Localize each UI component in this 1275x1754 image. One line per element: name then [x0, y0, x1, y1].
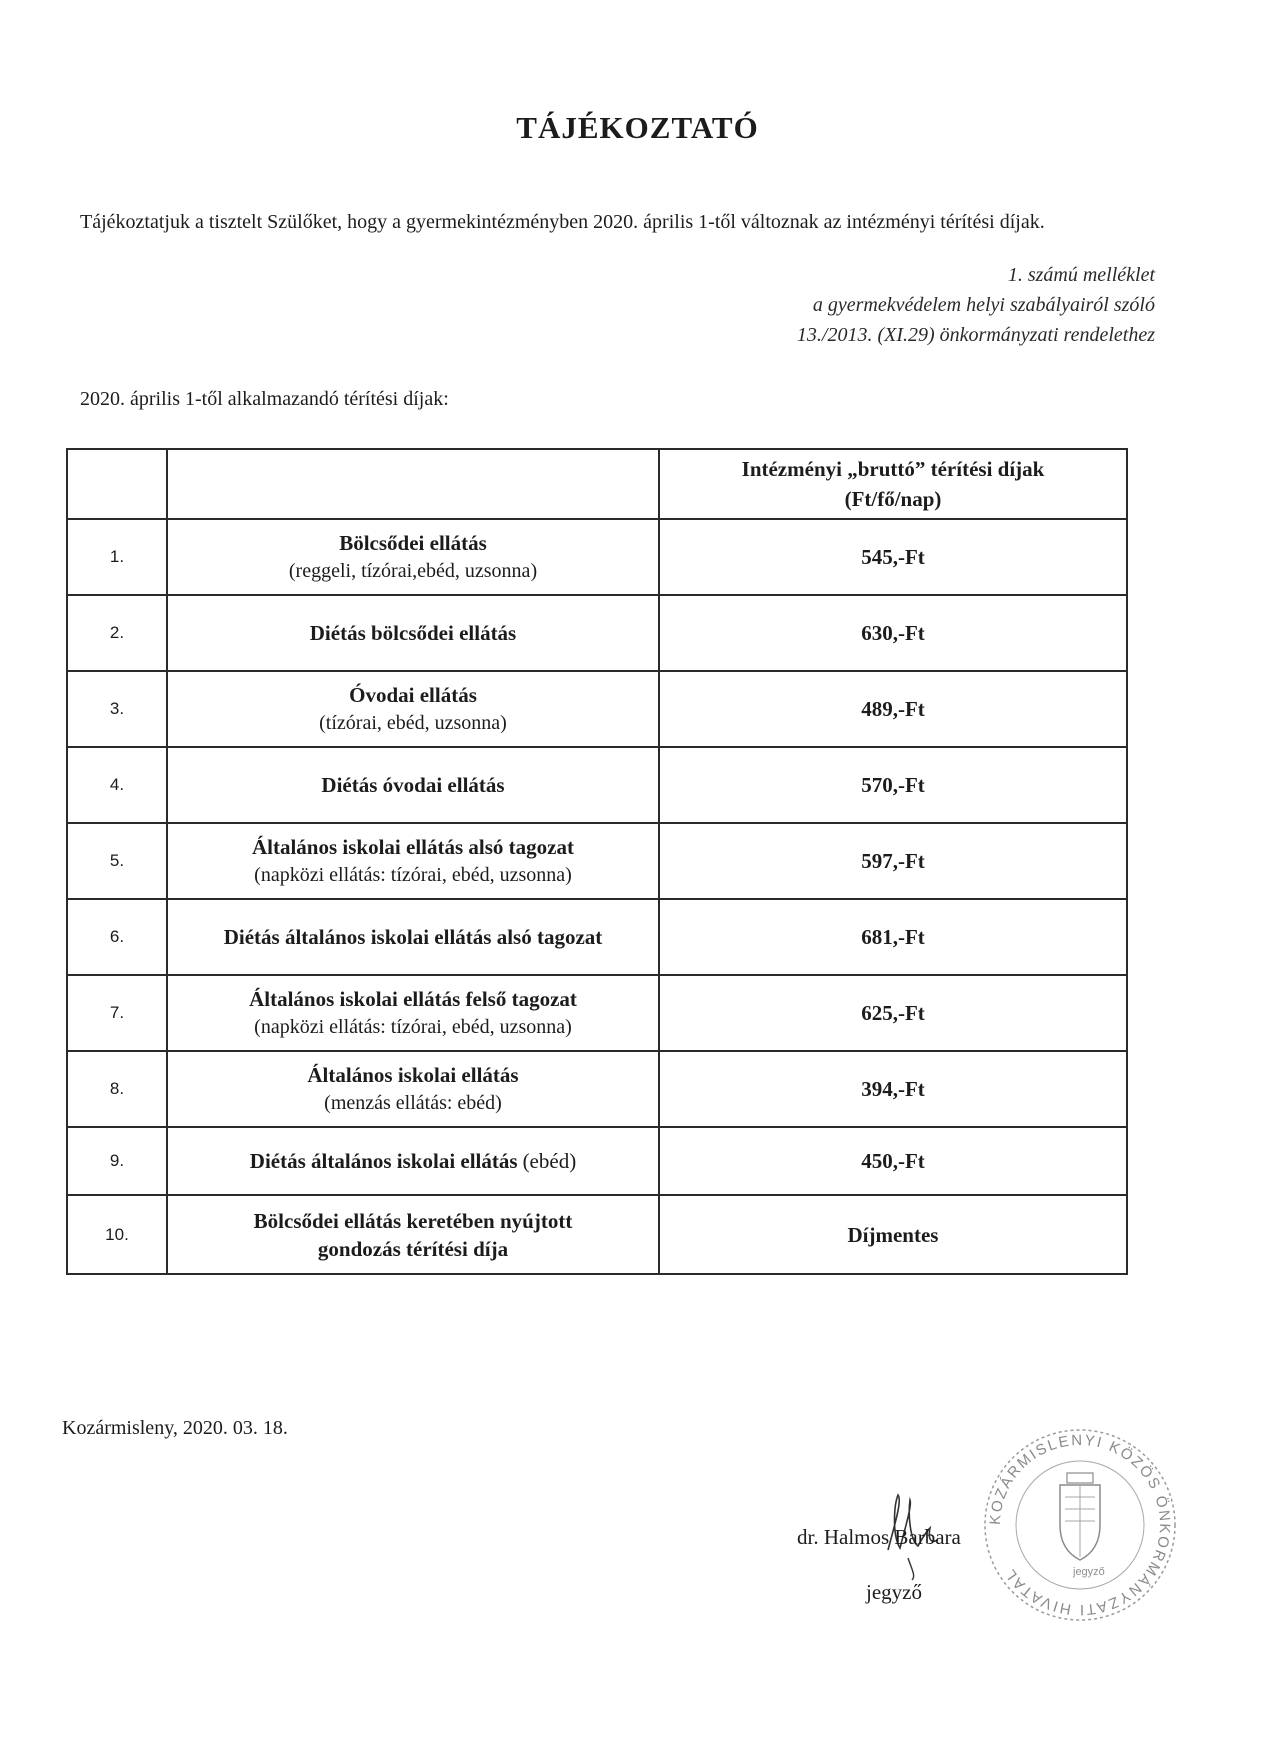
row-number: 6. — [67, 899, 167, 975]
service-name: Bölcsődei ellátás keretében nyújtott gondozás térítési díja — [253, 1208, 573, 1261]
row-fee: 681,-Ft — [659, 899, 1127, 975]
service-name: Óvodai ellátás — [349, 683, 477, 707]
row-number: 8. — [67, 1051, 167, 1127]
service-name: Bölcsődei ellátás — [339, 531, 487, 555]
row-description — [167, 671, 659, 747]
row-number: 9. — [67, 1127, 167, 1195]
row-description — [167, 1051, 659, 1127]
fees-subheading: 2020. április 1-től alkalmazandó térítési díjak: — [80, 388, 449, 410]
row-description — [167, 1127, 659, 1195]
row-fee: 545,-Ft — [659, 519, 1127, 595]
row-fee: 625,-Ft — [659, 975, 1127, 1051]
row-number: 4. — [67, 747, 167, 823]
row-description — [167, 595, 659, 671]
row-fee: 450,-Ft — [659, 1127, 1127, 1195]
table-row — [67, 671, 1127, 747]
header-fee-cell — [659, 449, 1127, 519]
row-description — [167, 899, 659, 975]
row-number: 10. — [67, 1195, 167, 1274]
fees-table — [66, 448, 1128, 1275]
header-num-cell — [67, 449, 167, 519]
service-name: Általános iskolai ellátás felső tagozat — [249, 987, 577, 1011]
document-title: TÁJÉKOZTATÓ — [516, 110, 759, 145]
row-number: 5. — [67, 823, 167, 899]
row-description — [167, 1195, 659, 1274]
annex-line-3: 13./2013. (XI.29) önkormányzati rendelethez — [796, 324, 1155, 346]
header-fee-line1: Intézményi „bruttó” térítési díjak — [741, 457, 1045, 481]
table-row — [67, 975, 1127, 1051]
table-row — [67, 595, 1127, 671]
row-description — [167, 519, 659, 595]
row-fee: Díjmentes — [659, 1195, 1127, 1274]
table-row — [67, 747, 1127, 823]
row-description — [167, 747, 659, 823]
service-name: Diétás óvodai ellátás — [321, 773, 505, 797]
header-fee-line2: (Ft/fő/nap) — [844, 487, 942, 511]
table-row — [67, 519, 1127, 595]
signer-name: dr. Halmos Barbara — [797, 1525, 961, 1549]
row-number: 3. — [67, 671, 167, 747]
stamp-inner-text: jegyző — [1073, 1566, 1105, 1578]
service-detail: (menzás ellátás: ebéd) — [324, 1092, 502, 1114]
service-name: Általános iskolai ellátás — [307, 1063, 519, 1087]
row-fee: 597,-Ft — [659, 823, 1127, 899]
row-fee: 570,-Ft — [659, 747, 1127, 823]
table-row — [67, 1195, 1127, 1274]
service-name: Általános iskolai ellátás alsó tagozat — [251, 835, 574, 859]
header-desc-cell — [167, 449, 659, 519]
service-detail: (napközi ellátás: tízórai, ebéd, uzsonna) — [254, 864, 572, 886]
annex-line-1: 1. számú melléklet — [1007, 264, 1155, 286]
annex-reference — [455, 260, 1155, 350]
row-number: 1. — [67, 519, 167, 595]
table-header-row — [67, 449, 1127, 519]
table-row — [67, 1051, 1127, 1127]
table-row — [67, 823, 1127, 899]
row-number: 2. — [67, 595, 167, 671]
row-description — [167, 975, 659, 1051]
table-row — [67, 1127, 1127, 1195]
row-fee: 630,-Ft — [659, 595, 1127, 671]
service-detail: (tízórai, ebéd, uzsonna) — [319, 712, 507, 734]
service-name: Diétás általános iskolai ellátás alsó tagozat — [223, 925, 603, 949]
service-name: Diétás bölcsődei ellátás — [309, 621, 517, 645]
service-detail: (napközi ellátás: tízórai, ebéd, uzsonna) — [254, 1016, 572, 1038]
service-name-suffix: (ebéd) — [522, 1148, 577, 1173]
table-row — [67, 899, 1127, 975]
stamp-ring-text: KOZÁRMISLENYI KÖZÖS ÖNKORMÁNYZATI HIVATAL — [986, 1431, 1174, 1619]
row-description — [167, 823, 659, 899]
service-name: Diétás általános iskolai ellátás — [249, 1148, 518, 1173]
annex-line-2: a gyermekvédelem helyi szabályairól szóló — [812, 294, 1155, 316]
row-fee: 489,-Ft — [659, 671, 1127, 747]
service-detail: (reggeli, tízórai,ebéd, uzsonna) — [288, 560, 538, 582]
signer-role: jegyző — [866, 1580, 922, 1604]
row-fee: 394,-Ft — [659, 1051, 1127, 1127]
row-number: 7. — [67, 975, 167, 1051]
place-and-date: Kozármisleny, 2020. 03. 18. — [62, 1417, 288, 1439]
official-stamp — [975, 1425, 1185, 1625]
intro-paragraph: Tájékoztatjuk a tisztelt Szülőket, hogy a gyermekintézményben 2020. április 1-től változnak az intézményi térítési díjak. — [80, 211, 1045, 233]
